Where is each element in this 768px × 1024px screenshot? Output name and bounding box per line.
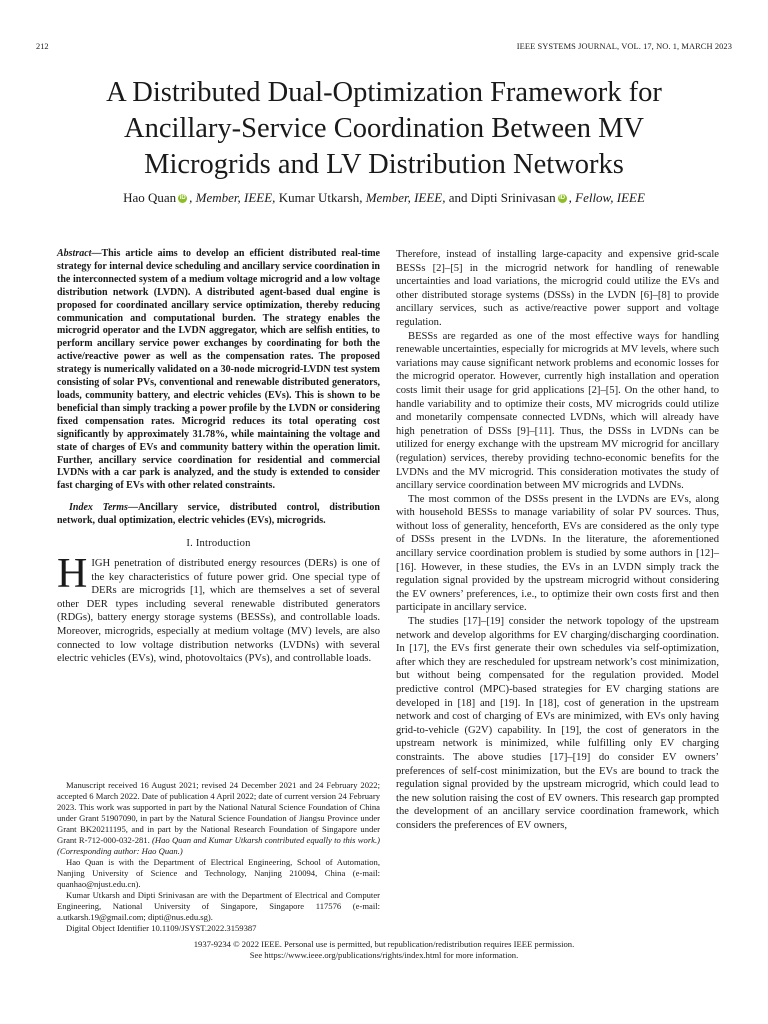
author-name: and Dipti Srinivasan — [445, 190, 556, 205]
drop-cap: H — [57, 551, 88, 598]
title-line: A Distributed Dual-Optimization Framework for — [106, 77, 662, 108]
author-role: , Fellow, IEEE — [568, 190, 645, 205]
author-name: Kumar Utkarsh, — [275, 190, 363, 205]
paper-title — [40, 75, 728, 183]
rights-link[interactable]: See https://www.ieee.org/publications/rights/index.html for more information. — [249, 950, 519, 960]
doi-note[interactable]: Digital Object Identifier 10.1109/JSYST.2022.3159387 — [66, 923, 257, 933]
abstract — [57, 248, 380, 493]
intro-text: IGH penetration of distributed energy resources (DERs) is one of the key characteristics of future power grid. One special type of DERs are microgrids [1], which are themselves a set of several other DER types including several renewable distributed generators (RDGs), battery energy storage systems (BESSs), and controllable loads. Moreover, microgrids, especially at medium voltage (MV) levels, are also connected to low voltage distribution networks (LVDNs) with several electric vehicles (EVs), wind, photovoltaics (PVs), and controllable loads. — [57, 558, 380, 665]
manuscript-text: Manuscript received 16 August 2021; revised 24 December 2021 and 24 February 2022; accepted 6 March 2022. Date of publication 4 April 2022; date of current version 24 February 2023. This work was supported in part by the National Natural Science Foundation of China under Grant 51907090, in part by the Natural Science Foundation of Jiangsu Province under Grant BK20211195, and in part by the National Research Foundation of Singapore under Grant R-712-000-032-281. — [57, 780, 380, 845]
abstract-text: —This article aims to develop an efficient distributed real-time strategy for internal device scheduling and ancillary service coordination in the interconnected system of a medium voltage microgrid and a low voltage distribution network (LVDN). A distributed agent-based dual engine is proposed for coordinated ancillary service optimization, thereby reducing communication and computational burden. The strategy enables the microgrid operator and the LVDN aggregator, which are selfish entities, to perform ancillary service power exchanges by coordinating for both the active/reactive power as well as the compensation rates. The proposed strategy is numerically validated on a 30-node microgrid-LVDN test system consisting of solar PVs, conventional and renewable distributed generators, loads, community battery, and electric vehicles (EVs). This is shown to be beneficial than simply tracking a power profile by the LVDN or considering fixed compensation rates. Microgrid reduces its total operating cost significantly by approximately 31.78%, while maintaining the voltage and state of charges of EVs and community battery within the operation limit. Further, ancillary service coordination for residential and commercial LVDNs with a car park is analyzed, and the study is extended to consider fast charging of EVs with other related constraints. — [57, 248, 380, 492]
index-terms-text: —Ancillary service, distributed control, distribution network, dual optimization, electric vehicles (EVs), microgrids. — [57, 502, 380, 527]
author-role: , Member, IEEE, — [189, 190, 276, 205]
section-heading: I. Introduction — [186, 538, 251, 550]
right-column — [396, 248, 719, 833]
manuscript-note — [57, 780, 380, 857]
title-line: Microgrids and LV Distribution Networks — [144, 149, 624, 180]
author-role: Member, IEEE, — [362, 190, 446, 205]
orcid-icon[interactable]: iD — [179, 195, 186, 201]
affiliation-note: Hao Quan is with the Department of Electrical Engineering, School of Automation, Nanjing University of Science and Technology, Nanjing 210094, China (e-mail: quanhao@njust.edu.cn). — [57, 857, 380, 889]
index-terms-lead: Index Terms — [69, 502, 128, 514]
copyright-line: 1937-9234 © 2022 IEEE. Personal use is permitted, but republication/redistribution requires IEEE permission. — [193, 939, 575, 949]
body-paragraph: The most common of the DSSs present in the LVDNs are EVs, along with household BESSs to manage variability of solar PV sources. Thus, without loss of generality, henceforth, EVs are considered as the only type of DSSs present in the LVDNs. In the literature, the aforementioned ancillary service coordination problem is studied by some authors in [12]–[16]. However, in these studies, the EVs in an LVDN simply track the regulation signal provided by the upstream microgrid without considering the EV owners’ preferences, i.e., to optimize their own costs first and then participate in ancillary service. — [396, 493, 719, 614]
journal-header: IEEE SYSTEMS JOURNAL, VOL. 17, NO. 1, MARCH 2023 — [516, 42, 732, 51]
body-paragraph: The studies [17]–[19] consider the network topology of the upstream network and develop algorithms for EV charging/discharging coordination. In [17], the EVs first generate their own schedules via self-optimization, after which they are rescheduled for upstream network’s cost minimization, but without being compensated for the regulation provided. Model predictive control (MPC)-based strategies for EV charging stations are developed in [18] and [19]. In [18], cost of generation in the upstream network and cost of charging of EVs are minimized, with EVs only having grid-to-vehicle (G2V) capability. In [19], the cost of generators in the upstream network is minimized, while fulfilling only EV charging constraints. The above studies [17]–[19] do consider EV owners’ preferences of self-cost minimization, but the EVs are bound to track the regulation signal provided by the upstream microgrid, which could lead to the new solution raising the cost of EV owners. This research gap prompted the development of an ancillary service coordination framework, which considers the preferences of EV owners, — [396, 616, 719, 831]
affiliation-note: Kumar Utkarsh and Dipti Srinivasan are with the Department of Electrical and Computer Engineering, National University of Singapore, Singapore 117576 (e-mail: a.utkarsh.19@gmail.com; dipti@nus.edu.sg). — [57, 890, 380, 922]
abstract-lead: Abstract — [57, 248, 92, 259]
title-line: Ancillary-Service Coordination Between MV — [124, 113, 644, 144]
copyright-notice — [40, 939, 728, 961]
body-paragraph: Therefore, instead of installing large-capacity and expensive grid-scale BESSs [2]–[5] in the microgrid network for handling of renewable uncertainties and load variations, the microgrid could utilize the EVs and other distributed storage systems (DSSs) in the LVDN [6]–[8] to provide ancillary services, such as active/reactive power support and voltage regulation. — [396, 249, 719, 328]
index-terms — [57, 502, 380, 528]
author-name: Hao Quan — [123, 190, 177, 205]
body-paragraph: BESSs are regarded as one of the most effective ways for handling renewable uncertainties, especially for microgrids at MV levels, where such variations may cause significant network problems and economic losses for the microgrid operator. However, currently high installation and operation costs limit their usage for grid applications [2]–[5]. On the other hand, to handle variability and to optimize their costs, MV microgrids could utilize and monetarily compensate connected LVDNs, which will already have high penetration of DSSs [9]–[11]. Thus, the DSSs in LVDNs can be utilized for energy exchange with the upstream MV microgrid for ancillary (regulation) services, thereby providing techno-economic benefits for the LVDNs and the MV microgrid. This consideration motivates the study of ancillary service coordination between MV microgrids and LVDNs. — [396, 330, 719, 492]
orcid-icon[interactable]: iD — [559, 195, 566, 201]
page-number: 212 — [36, 42, 49, 51]
author-list — [40, 190, 728, 206]
manuscript-italic: (Hao Quan and Kumar Utkarsh contributed equally to this work.) (Corresponding author: Hao Quan.) — [57, 835, 380, 856]
footnotes — [57, 780, 380, 934]
intro-paragraph — [57, 551, 380, 666]
left-column — [57, 248, 380, 666]
